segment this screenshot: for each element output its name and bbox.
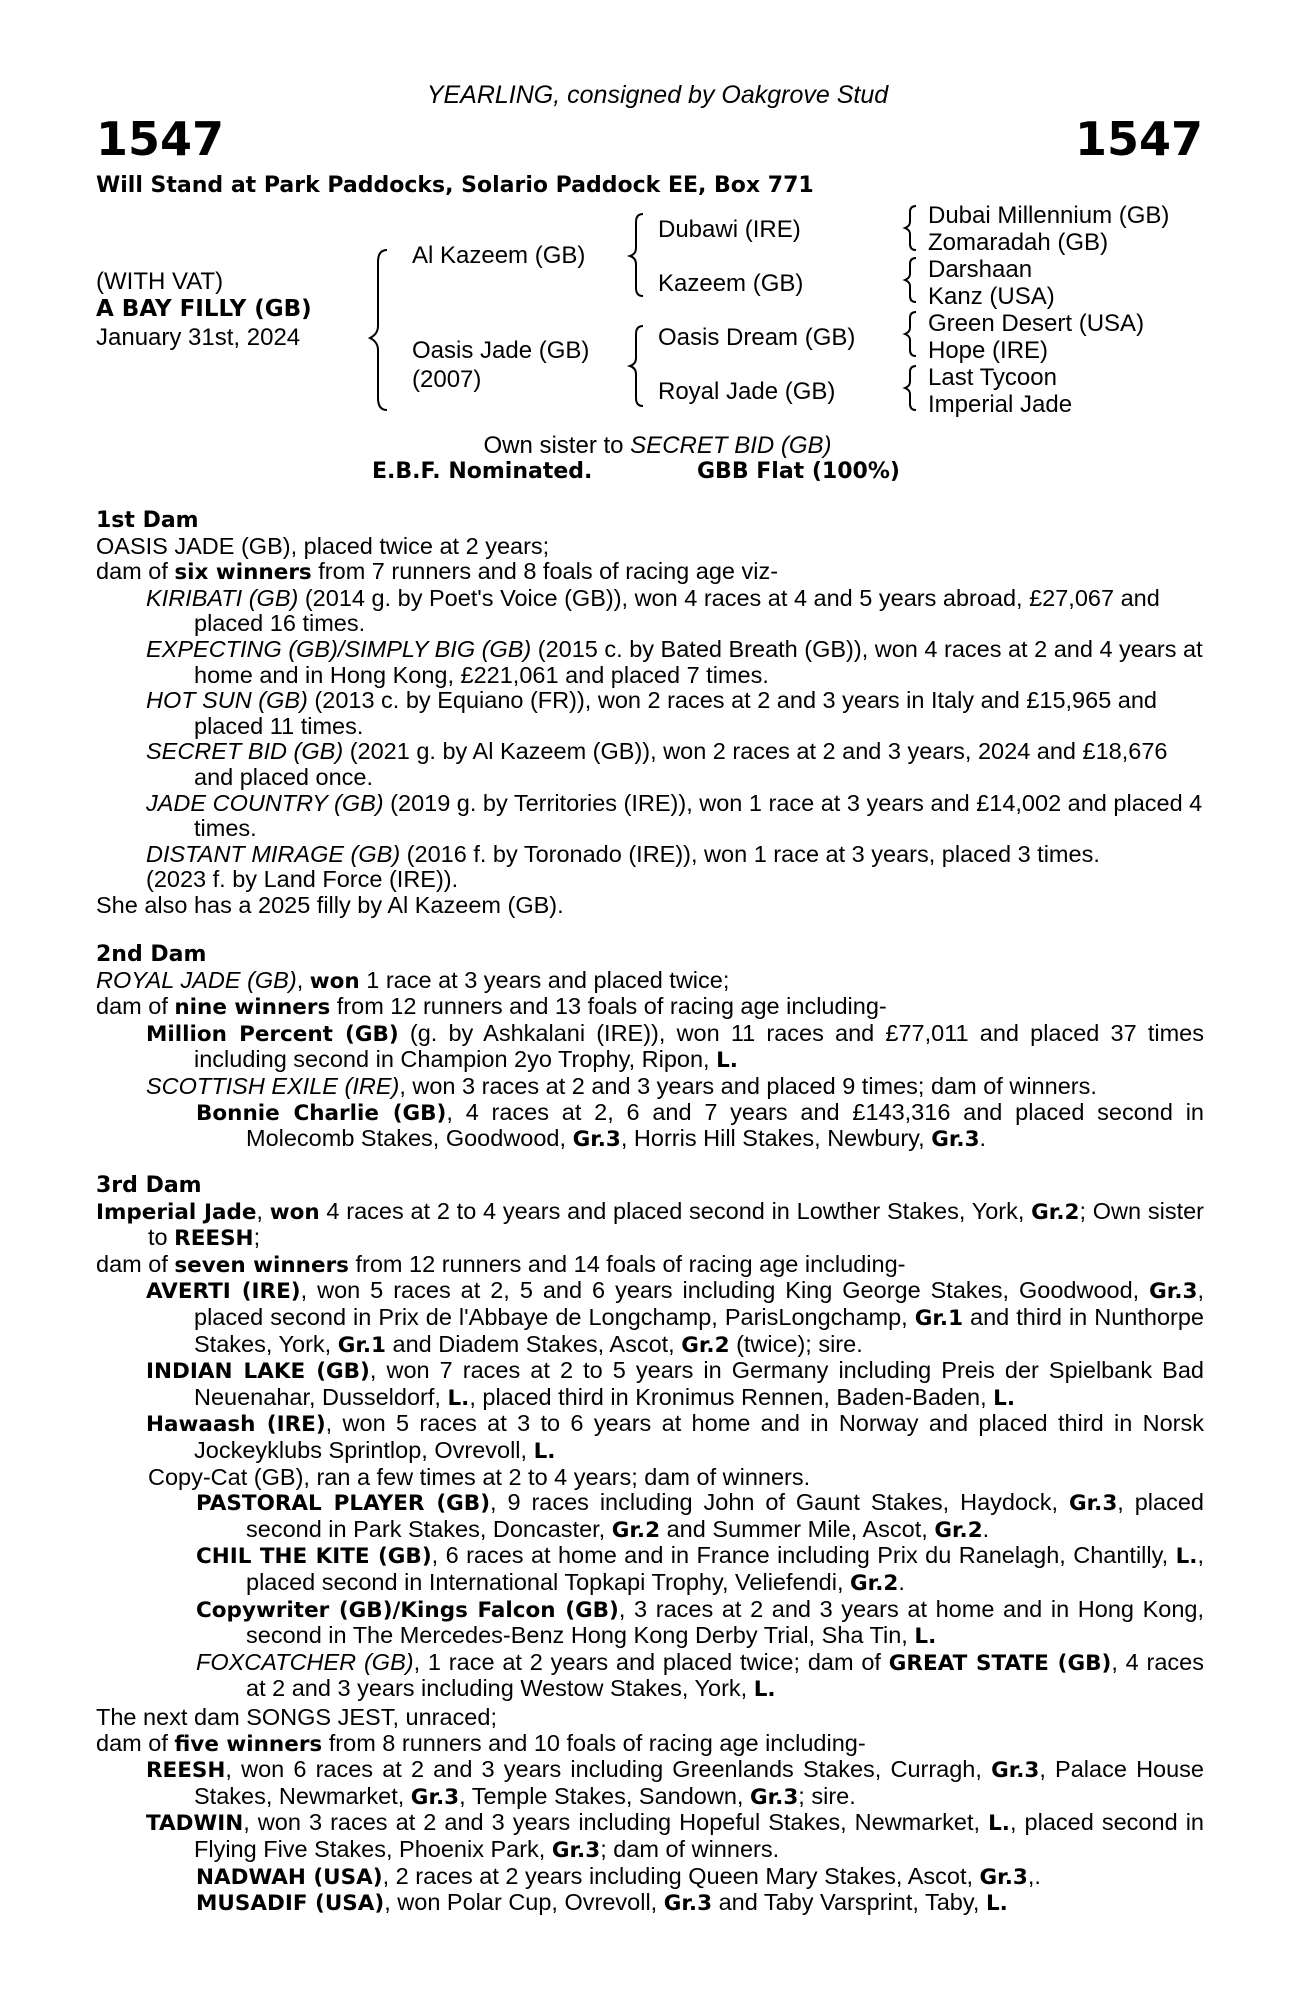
dam-dam-sire: Last Tycoon: [928, 364, 1057, 391]
sire-dam: Kazeem (GB): [658, 270, 804, 297]
sire-dam-dam: Kanz (USA): [928, 283, 1055, 310]
dam-sire-sire: Green Desert (USA): [928, 310, 1145, 337]
progeny-hot-sun: HOT SUN (GB) (2013 c. by Equiano (FR)), won 2 races at 2 and 3 years in Italy and £15,965 and placed 11 times.: [146, 687, 1158, 739]
dam-dam: Royal Jade (GB): [658, 378, 836, 405]
brace-ss: [905, 206, 916, 250]
lot-number-left: 1547: [96, 112, 225, 166]
dam: Oasis Jade (GB): [412, 337, 590, 364]
sire-sire: Dubawi (IRE): [658, 216, 801, 243]
dam-sire-dam: Hope (IRE): [928, 337, 1049, 364]
second-dam-heading: 2nd Dam: [96, 942, 207, 967]
progeny-copy-cat: Copy-Cat (GB), ran a few times at 2 to 4 years; dam of winners.: [148, 1463, 811, 1490]
third-dam-section: [96, 1173, 1204, 1703]
brace-ds: [905, 312, 916, 356]
progeny-2025-filly: She also has a 2025 filly by Al Kazeem (GB).: [96, 891, 564, 918]
ebf-nominated: E.B.F. Nominated.: [372, 459, 593, 484]
progeny-distant-mirage: DISTANT MIRAGE (GB) (2016 f. by Toronado (IRE)), won 1 race at 3 years, placed 3 times.: [146, 840, 1100, 867]
next-dam-summary: dam of five winners from 8 runners and 10 foals of racing age including-: [96, 1729, 866, 1757]
progeny-expecting: EXPECTING (GB)/SIMPLY BIG (GB) (2015 c. by Bated Breath (GB)), won 4 races at 2 and 4 years at home and in Hong Kong, £221,061 and placed 7 times.: [146, 635, 1203, 688]
second-dam-line: ROYAL JADE (GB), won 1 race at 3 years and placed twice;: [96, 966, 730, 994]
vat-note: (WITH VAT): [96, 268, 224, 295]
next-dam-line: The next dam SONGS JEST, unraced;: [96, 1704, 497, 1730]
progeny-2023-foal: (2023 f. by Land Force (IRE)).: [146, 866, 459, 893]
gbb-flat: GBB Flat (100%): [697, 459, 900, 484]
progeny-reesh: REESH, won 6 races at 2 and 3 years including Greenlands Stakes, Curragh, Gr.3, Palace House Stakes, Newmarket, Gr.3, Temple Stakes, Sandown, Gr.3; sire.: [146, 1756, 1204, 1810]
sire-dam-sire: Darshaan: [928, 256, 1033, 283]
dam-dam-dam: Imperial Jade: [928, 391, 1073, 418]
sire-sire-dam: Zomaradah (GB): [928, 229, 1109, 256]
brace-sd: [905, 258, 916, 302]
second-dam-summary: dam of nine winners from 12 runners and 13 foals of racing age including-: [96, 993, 887, 1021]
progeny-foxcatcher: FOXCATCHER (GB), 1 race at 2 years and placed twice; dam of GREAT STATE (GB), 4 races at 2 and 3 years including Westow Stakes, York, L.: [196, 1648, 1204, 1703]
stand-location: Will Stand at Park Paddocks, Solario Paddock EE, Box 771: [96, 173, 814, 198]
first-dam-line: OASIS JADE (GB), placed twice at 2 years;: [96, 532, 550, 559]
progeny-jade-country: JADE COUNTRY (GB) (2019 g. by Territories (IRE)), won 1 race at 3 years and £14,002 and placed 4 times.: [146, 789, 1203, 842]
progeny-musadif: MUSADIF (USA), won Polar Cup, Ovrevoll, Gr.3 and Taby Varsprint, Taby, L.: [196, 1889, 1008, 1917]
progeny-pastoral-player: PASTORAL PLAYER (GB), 9 races including John of Gaunt Stakes, Haydock, Gr.3, placed second in Park Stakes, Doncaster, Gr.2 and Summer Mile, Ascot, Gr.2.: [196, 1489, 1204, 1543]
progeny-hawaash: Hawaash (IRE), won 5 races at 3 to 6 years at home and in Norway and placed third in Norsk Jockeyklubs Sprintlop, Ovrevoll, L.: [146, 1410, 1204, 1464]
progeny-chil-the-kite: CHIL THE KITE (GB), 6 races at home and in France including Prix du Ranelagh, Chantilly, L., placed second in International Topkapi Trophy, Veliefendi, Gr.2.: [196, 1542, 1204, 1596]
brace-main: [370, 250, 387, 410]
own-sister-note: Own sister to SECRET BID (GB): [483, 432, 832, 459]
lot-number-right: 1547: [1074, 112, 1203, 166]
sire-sire-sire: Dubai Millennium (GB): [928, 202, 1170, 229]
progeny-scottish-exile: SCOTTISH EXILE (IRE), won 3 races at 2 and 3 years and placed 9 times; dam of winners.: [146, 1072, 1097, 1099]
third-dam-heading: 3rd Dam: [96, 1173, 202, 1198]
progeny-million-percent: Million Percent (GB) (g. by Ashkalani (IRE)), won 11 races and £77,011 and placed 37 times including second in Champion 2yo Trophy, Ripon, L.: [146, 1019, 1204, 1074]
brace-dam: [630, 326, 643, 406]
progeny-copywriter: Copywriter (GB)/Kings Falcon (GB), 3 races at 2 and 3 years at home and in Hong Kong, second in The Mercedes-Benz Hong Kong Derby Trial, Sha Tin, L.: [196, 1595, 1204, 1650]
horse-dob: January 31st, 2024: [96, 324, 301, 351]
sire: Al Kazeem (GB): [412, 242, 586, 269]
progeny-secret-bid: SECRET BID (GB) (2021 g. by Al Kazeem (GB)), won 2 races at 2 and 3 years, 2024 and £18,676 and placed once.: [146, 738, 1168, 790]
horse-name: A BAY FILLY (GB): [96, 296, 312, 322]
progeny-kiribati: KIRIBATI (GB) (2014 g. by Poet's Voice (GB)), won 4 races at 4 and 5 years abroad, £27,067 and placed 16 times.: [146, 584, 1160, 637]
progeny-nadwah: NADWAH (USA), 2 races at 2 years including Queen Mary Stakes, Ascot, Gr.3,.: [196, 1862, 1041, 1890]
brace-dd: [905, 366, 916, 410]
first-dam-heading: 1st Dam: [96, 508, 199, 533]
progeny-averti: AVERTI (IRE), won 5 races at 2, 5 and 6 years including King George Stakes, Goodwood, Gr.3, placed second in Prix de l'Abbaye de Longchamp, ParisLongchamp, Gr.1 and third in Nunthorpe Stakes, York, Gr.1 and Diadem Stakes, Ascot, Gr.2 (twice); sire.: [146, 1277, 1204, 1358]
progeny-tadwin: TADWIN, won 3 races at 2 and 3 years including Hopeful Stakes, Newmarket, L., placed second in Flying Five Stakes, Phoenix Park, Gr.3; dam of winners.: [146, 1809, 1204, 1863]
progeny-bonnie-charlie: Bonnie Charlie (GB), 4 races at 2, 6 and 7 years and £143,316 and placed second in Molecomb Stakes, Goodwood, Gr.3, Horris Hill Stakes, Newbury, Gr.3.: [196, 1098, 1204, 1153]
dam-sire: Oasis Dream (GB): [658, 324, 856, 351]
third-dam-summary: dam of seven winners from 12 runners and 14 foals of racing age including-: [96, 1250, 906, 1278]
first-dam-section: [96, 508, 1204, 919]
dam-year: (2007): [412, 366, 482, 393]
progeny-indian-lake: INDIAN LAKE (GB), won 7 races at 2 to 5 years in Germany including Preis der Spielbank Bad Neuenahar, Dusseldorf, L., placed third in Kronimus Rennen, Baden-Baden, L.: [146, 1357, 1204, 1411]
third-dam-line: Imperial Jade, won 4 races at 2 to 4 years and placed second in Lowther Stakes, York, Gr.2; Own sister to REESH;: [96, 1197, 1204, 1252]
brace-sire: [630, 214, 643, 296]
consignor-subtitle: YEARLING, consigned by Oakgrove Stud: [426, 81, 889, 109]
second-dam-section: [96, 942, 1204, 1153]
next-dam-section: [96, 1705, 1204, 1917]
first-dam-summary: dam of six winners from 7 runners and 8 foals of racing age viz-: [96, 558, 779, 586]
